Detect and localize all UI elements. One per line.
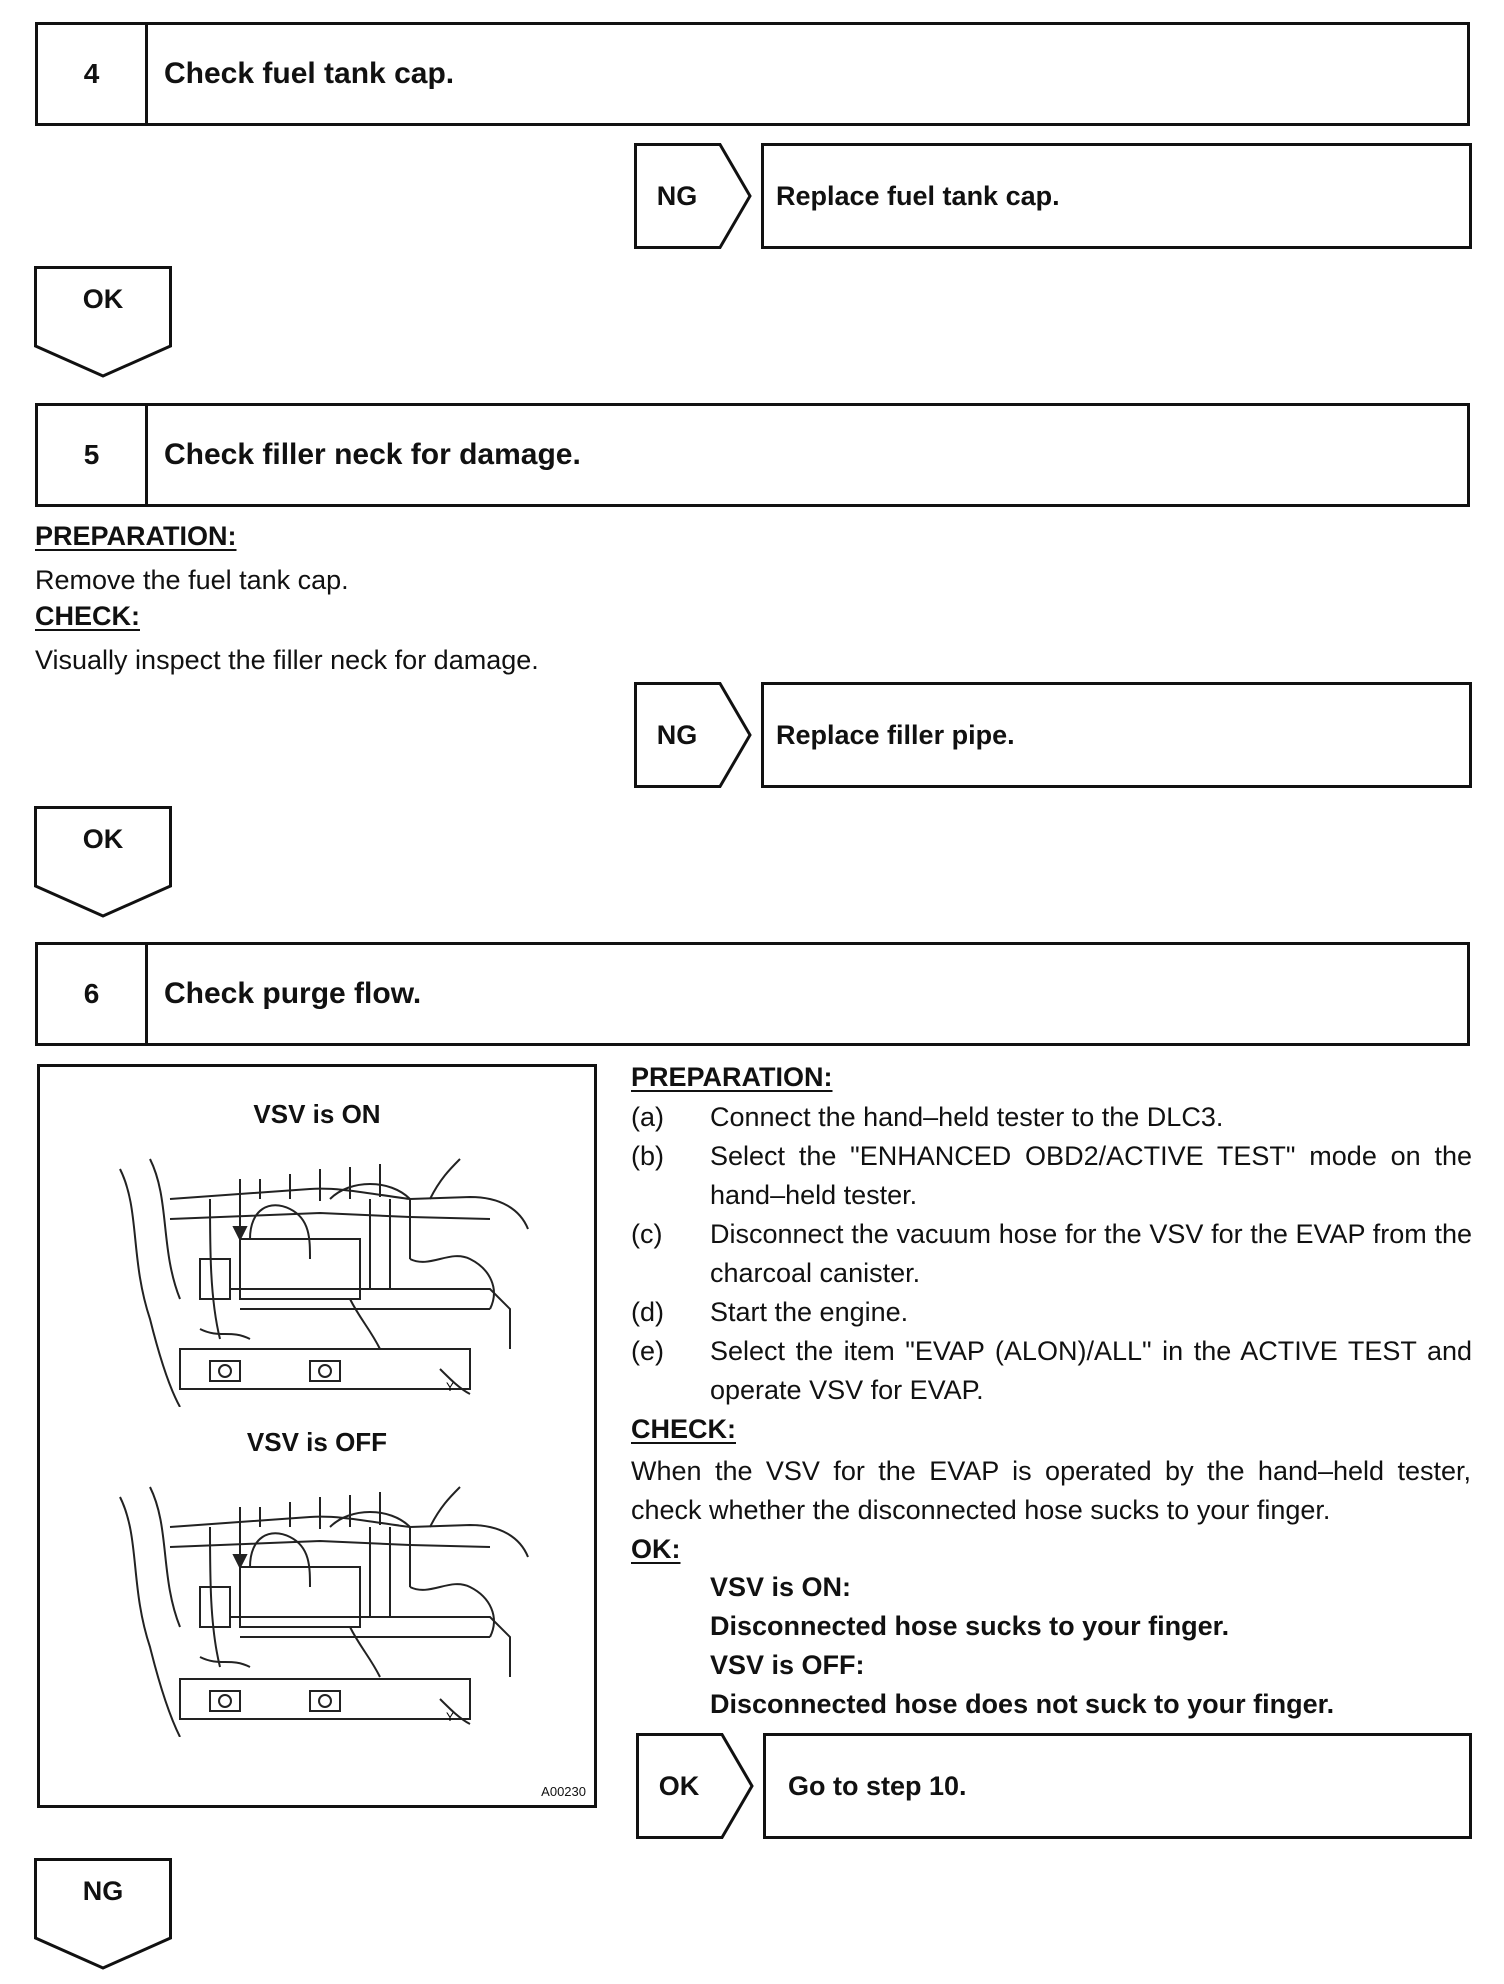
- step-4-header: [35, 22, 1470, 126]
- ok-criteria-line: Disconnected hose does not suck to your finger.: [710, 1689, 1335, 1719]
- item-key: (e): [631, 1336, 664, 1366]
- item-key: (d): [631, 1297, 664, 1327]
- step-number: 6: [38, 945, 148, 1043]
- step-number: 5: [38, 406, 148, 504]
- ng-label: NG: [656, 180, 698, 211]
- ok-result-tag: [636, 1733, 756, 1839]
- step-title: Check filler neck for damage.: [164, 438, 581, 471]
- preparation-item: [631, 1215, 1471, 1293]
- marker-y-off: Y: [446, 1710, 455, 1724]
- figure-caption-off: VSV is OFF: [246, 1427, 388, 1457]
- ok-label: OK: [82, 284, 124, 314]
- item-key: (b): [631, 1141, 664, 1171]
- ng-action-box: Replace filler pipe.: [761, 682, 1472, 788]
- step-6-header: [35, 942, 1470, 1046]
- ng-result-tag: [634, 682, 754, 788]
- item-text: Start the engine.: [710, 1297, 909, 1327]
- ng-label: NG: [656, 719, 698, 750]
- item-key: (c): [631, 1219, 663, 1249]
- ok-criteria-line: Disconnected hose sucks to your finger.: [710, 1611, 1230, 1641]
- figure-caption-on: VSV is ON: [253, 1099, 381, 1129]
- item-text: Select the item "EVAP (ALON)/ALL" in the ACTIVE TEST and operate VSV for EVAP.: [710, 1336, 1472, 1405]
- figure-code: A00230: [541, 1784, 586, 1799]
- check-heading: CHECK:: [631, 1414, 736, 1444]
- check-text: When the VSV for the EVAP is operated by the hand–held tester, check whether the disconnected hose sucks to your finger.: [631, 1456, 1471, 1525]
- item-text: Connect the hand–held tester to the DLC3.: [710, 1102, 1224, 1132]
- ok-continue-tag: [34, 266, 172, 378]
- ng-label: NG: [82, 1876, 124, 1906]
- check-text: Visually inspect the filler neck for damage.: [35, 645, 539, 675]
- item-text: Disconnect the vacuum hose for the VSV for the EVAP from the charcoal canister.: [710, 1219, 1472, 1288]
- check-heading: CHECK:: [35, 601, 140, 631]
- ng-result-tag: [634, 143, 754, 249]
- ng-action-box: Replace fuel tank cap.: [761, 143, 1472, 249]
- engine-drawing-vsv-off: [110, 1467, 530, 1737]
- step-number: 4: [38, 25, 148, 123]
- preparation-item: [631, 1098, 1471, 1137]
- step-5-header: [35, 403, 1470, 507]
- step-title: Check purge flow.: [164, 977, 422, 1010]
- ng-continue-tag: [34, 1858, 172, 1970]
- step-title: Check fuel tank cap.: [164, 57, 455, 90]
- preparation-heading: PREPARATION:: [35, 521, 237, 551]
- ok-label: OK: [82, 824, 124, 854]
- preparation-heading: PREPARATION:: [631, 1062, 833, 1092]
- vsv-illustration-figure: [37, 1064, 597, 1808]
- ok-criteria-line: VSV is OFF:: [710, 1650, 865, 1680]
- preparation-text: Remove the fuel tank cap.: [35, 565, 349, 595]
- preparation-item: [631, 1293, 1471, 1332]
- engine-drawing-vsv-on: [110, 1139, 530, 1407]
- ok-continue-tag: [34, 806, 172, 918]
- ok-label: OK: [658, 1770, 700, 1801]
- ok-action-box: Go to step 10.: [763, 1733, 1472, 1839]
- item-text: Select the "ENHANCED OBD2/ACTIVE TEST" mode on the hand–held tester.: [710, 1141, 1472, 1210]
- ok-criteria-heading: OK:: [631, 1534, 681, 1564]
- item-key: (a): [631, 1102, 664, 1132]
- marker-y-on: Y: [446, 1380, 455, 1394]
- ok-criteria-line: VSV is ON:: [710, 1572, 852, 1602]
- preparation-item: [631, 1137, 1471, 1215]
- preparation-item: [631, 1332, 1471, 1410]
